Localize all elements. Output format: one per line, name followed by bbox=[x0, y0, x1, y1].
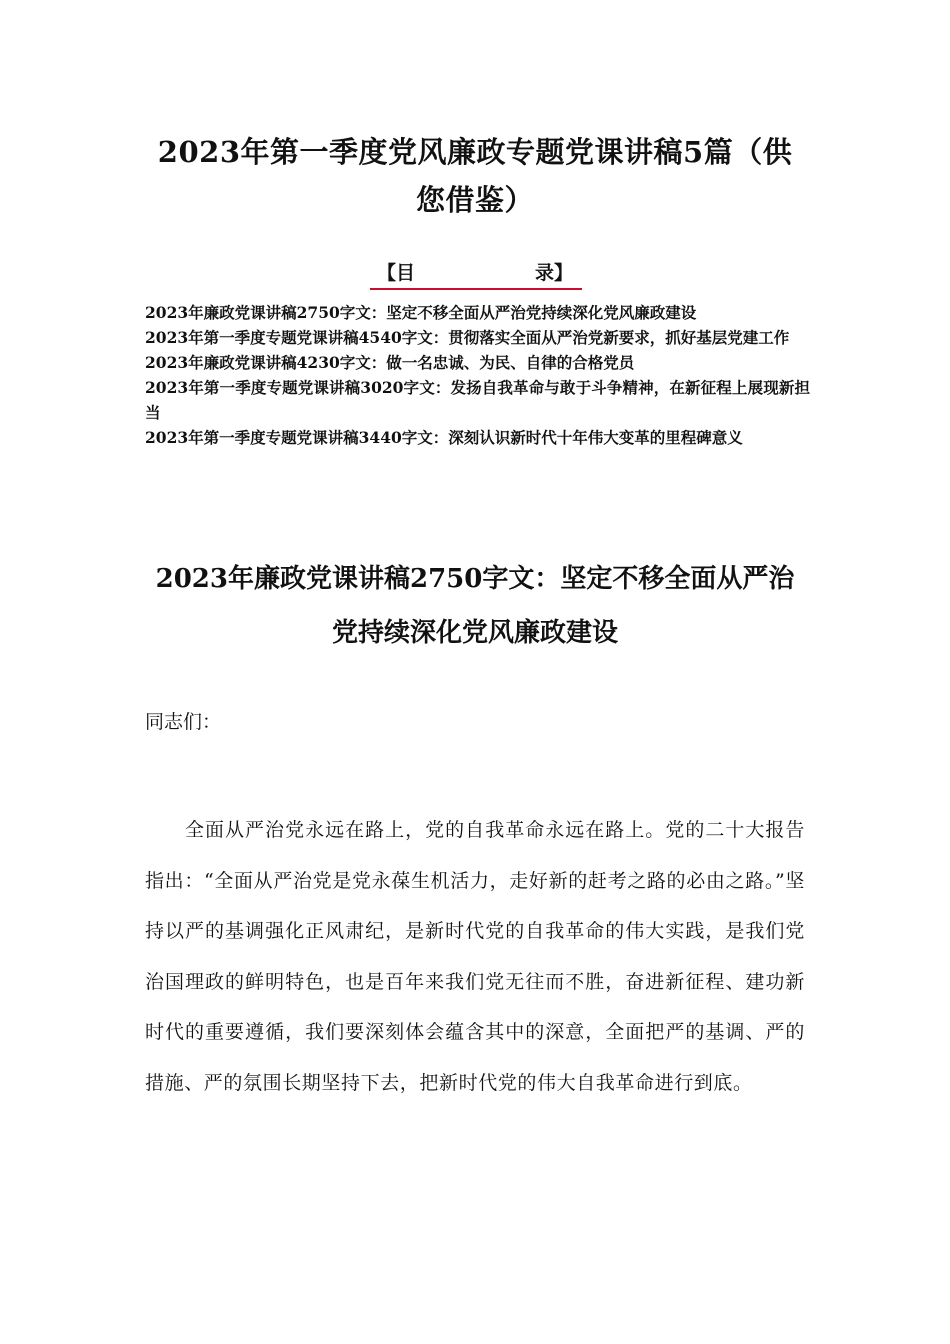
toc-item[interactable]: 2023年第一季度专题党课讲稿4540字文：贯彻落实全面从严治党新要求，抓好基层党建工作 bbox=[145, 328, 790, 347]
salutation: 同志们： bbox=[145, 711, 222, 733]
toc-heading-left: 【目 bbox=[376, 262, 415, 284]
toc-heading bbox=[0, 260, 950, 286]
body-paragraph: 全面从严治党永远在路上，党的自我革命永远在路上。党的二十大报告指出：“全面从严治党是党永葆生机活力，走好新的赶考之路的必由之路。”坚持以严的基调强化正风肃纪，是新时代党的自我革命的伟大实践，是我们党治国理政的鲜明特色，也是百年来我们党无往而不胜，奋进新征程、建功新时代的重要遵循，我们要深刻体会蕴含其中的深意，全面把严的基调、严的措施、严的氛围长期坚持下去，把新时代党的伟大自我革命进行到底。 bbox=[145, 819, 805, 1094]
toc-item[interactable]: 2023年第一季度专题党课讲稿3020字文：发扬自我革命与敢于斗争精神，在新征程上展现新担当 bbox=[145, 378, 810, 422]
table-of-contents bbox=[145, 300, 810, 450]
toc-item[interactable]: 2023年廉政党课讲稿4230字文：做一名忠诚、为民、自律的合格党员 bbox=[145, 353, 635, 372]
toc-heading-right: 录】 bbox=[535, 262, 574, 284]
toc-underline bbox=[370, 288, 582, 290]
section-title: 2023年廉政党课讲稿2750字文：坚定不移全面从严治党持续深化党风廉政建设 bbox=[155, 564, 795, 648]
toc-item[interactable]: 2023年第一季度专题党课讲稿3440字文：深刻认识新时代十年伟大变革的里程碑意义 bbox=[145, 428, 743, 447]
document-title: 2023年第一季度党风廉政专题党课讲稿5篇（供您借鉴） bbox=[157, 135, 793, 217]
toc-item[interactable]: 2023年廉政党课讲稿2750字文：坚定不移全面从严治党持续深化党风廉政建设 bbox=[145, 303, 697, 322]
